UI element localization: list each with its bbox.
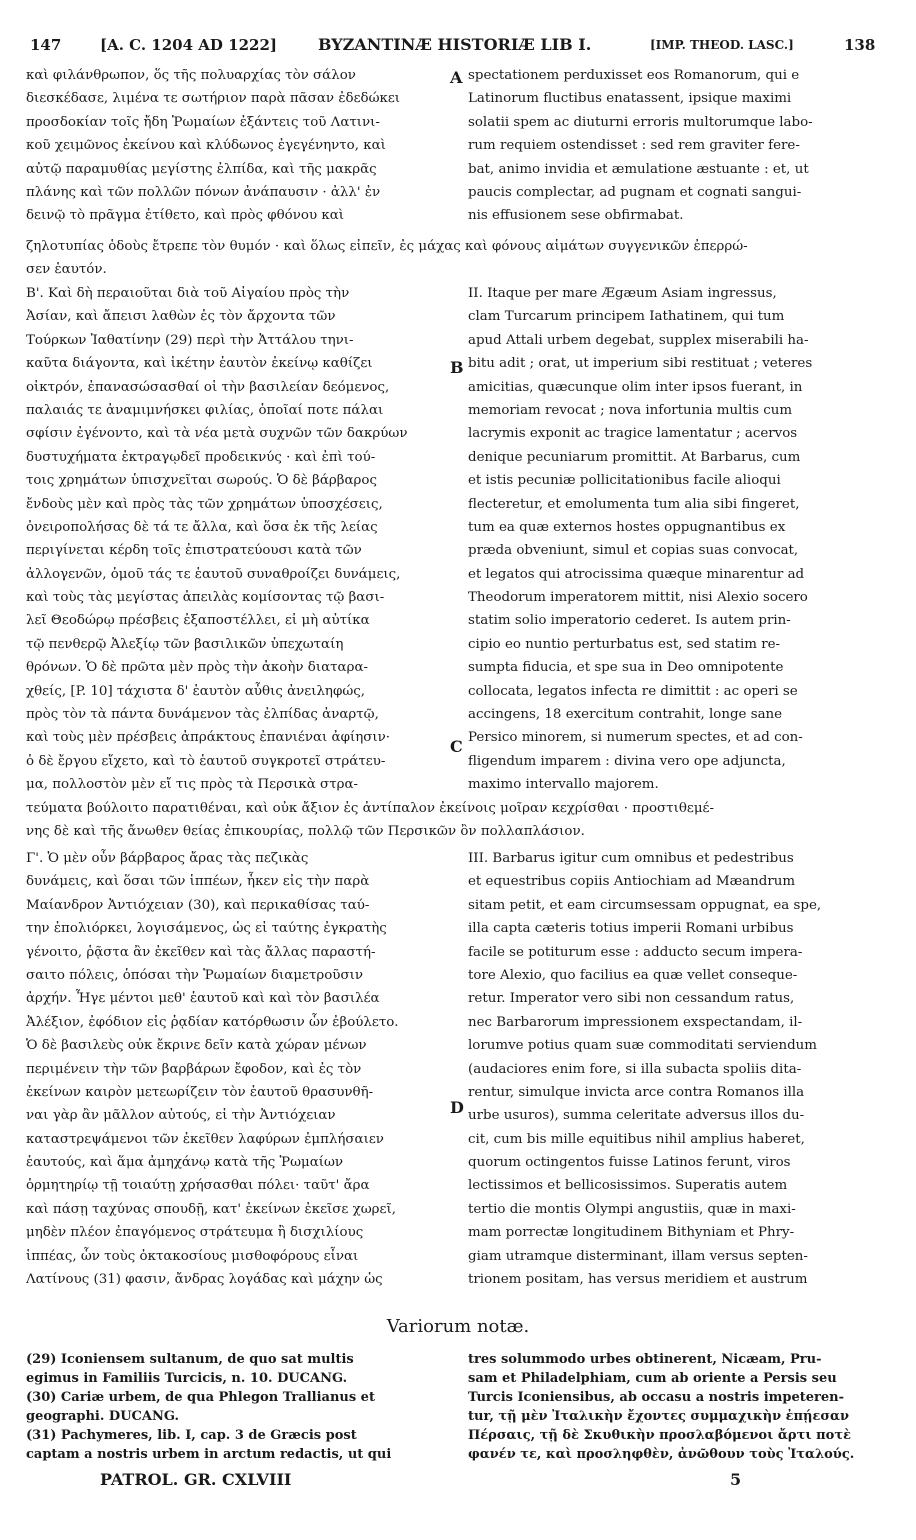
latin-line: facile se potiturum esse : adducto secum impera-: [468, 944, 803, 960]
greek-line: ἀλλογενῶν, ὁμοῦ τάς τε ἑαυτοῦ συναθροίζει δυνάμεις,: [26, 566, 401, 582]
latin-line: et legatos qui atrocissima quæque minarentur ad: [468, 566, 805, 582]
note-line: (31) Pachymeres, lib. I, cap. 3 de Græcis post: [26, 1428, 357, 1443]
latin-line: denique pecuniarum promittit. At Barbarus, cum: [468, 449, 801, 465]
greek-line: χθείς, [P. 10] τάχιστα δ' ἑαυτὸν αὖθις ἀνειληφώς,: [26, 683, 366, 699]
greek-line: καταστρεψάμενοι τῶν ἐκεῖθεν λαφύρων ἐμπλήσαιεν: [26, 1131, 384, 1147]
latin-line: rum requiem ostendisset : sed rem graviter fere-: [468, 138, 800, 154]
date-range: [A. C. 1204 AD 1222]: [100, 36, 277, 54]
latin-line: amicitias, quæcunque olim inter ipsos fuerant, in: [468, 379, 803, 395]
greek-line: ἐκείνων καιρὸν μετεωρίζειν τὸν ἑαυτοῦ θρασυνθῆ-: [26, 1084, 374, 1100]
greek-line: καὶ τοὺς μὲν πρέσβεις ἀπράκτους ἐπανιέναι ἀφίησιν·: [26, 730, 391, 746]
notes-right-column: [468, 1350, 886, 1464]
greek-line: πλάνης καὶ τῶν πολλῶν πόνων ἀνάπαυσιν · ἀλλ' ἐν: [26, 184, 381, 200]
latin-line: solatii spem ac diuturni erroris multorumque labo-: [468, 114, 813, 130]
note-line: (30) Cariæ urbem, de qua Phlegon Trallianus et: [26, 1390, 375, 1405]
greek-line: Β'. Καὶ δὴ περαιοῦται διὰ τοῦ Αἰγαίου πρὸς τὴν: [26, 286, 350, 301]
greek-line: καὶ πάσῃ ταχύνας σπουδῇ, κατ' ἐκείνων ἐκεῖσε χωρεῖ,: [26, 1201, 396, 1217]
latin-line: quorum octingentos fuisse Latinos ferunt, viros: [468, 1155, 791, 1171]
latin-line: giam utramque disterminant, illam versus septen-: [468, 1248, 808, 1264]
greek-line: κοῦ χειμῶνος ἐκείνου καὶ κλύδωνος ἐγεγένηντο, καὶ: [26, 138, 386, 154]
greek-line: προσδοκίαν τοῖς ἤδη Ῥωμαίων ἐξάντεις τοῦ Λατινι-: [26, 114, 380, 130]
greek-line: μηδὲν πλέον ἐπαγόμενος στράτευμα ἢ δισχιλίους: [26, 1225, 364, 1241]
greek-line: τῷ πενθερῷ Ἀλεξίῳ τῶν βασιλικῶν ὑπεχωταίη: [26, 636, 344, 652]
latin-line: et istis pecuniæ pollicitationibus facile alioqui: [468, 473, 781, 489]
latin-line: Persico minorem, si numerum spectes, et ad con-: [468, 730, 803, 746]
note-line: Turcis Iconiensibus, ab occasu a nostris impeteren-: [468, 1390, 845, 1405]
latin-line: (audaciores enim fore, si illa subacta spoliis dita-: [468, 1061, 802, 1077]
greek-line: ὁρμητηρίῳ τῇ τοιαύτῃ χρήσασθαι πόλει· ταῦτ' ἄρα: [26, 1178, 370, 1194]
full-width-line: ζηλοτυπίας ὁδοὺς ἔτρεπε τὸν θυμόν · καὶ ὅλως εἰπεῖν, ἐς μάχας καὶ φόνους αἱμάτων συγγενικῶν ἐπερρώ-: [26, 239, 748, 254]
greek-line: δεινῷ τὸ πρᾶγμα ἐτίθετο, καὶ πρὸς φθόνου καὶ: [26, 208, 345, 224]
latin-line: trionem positam, has versus meridiem et austrum: [468, 1272, 808, 1288]
footer-signature: 5: [730, 1470, 742, 1489]
greek-line: λεῖ Θεοδώρῳ πρέσβεις ἐξαποστέλλει, εἰ μὴ αὐτίκα: [26, 613, 370, 629]
greek-line: Λατίνους (31) φασιν, ἄνδρας λογάδας καὶ μάχην ὡς: [26, 1272, 383, 1288]
greek-line: ἑαυτούς, καὶ ἅμα ἀμηχάνῳ κατὰ τῆς Ῥωμαίων: [26, 1155, 344, 1171]
note-line: tres solummodo urbes obtinerent, Nicæam, Pru-: [468, 1352, 822, 1367]
greek-line: τοις χρημάτων ὑπισχνεῖται σωρούς. Ὁ δὲ βάρβαρος: [26, 473, 377, 489]
note-line: (29) Iconiensem sultanum, de quo sat multis: [26, 1352, 354, 1367]
greek-line: σαιτο πόλεις, ὁπόσαι τὴν Ῥωμαίων διαμετροῦσιν: [26, 967, 363, 983]
margin-mark-d: D: [450, 1098, 464, 1117]
greek-line: οἰκτρόν, ἐπανασώσασθαί οἱ τὴν βασιλείαν δεόμενος,: [26, 379, 390, 395]
section-label: [IMP. THEOD. LASC.]: [650, 38, 794, 52]
note-line: tur, τῇ μὲν Ἰταλικὴν ἔχοντες συμμαχικὴν ἐπῄεσαν: [468, 1409, 850, 1424]
note-line: sam et Philadelphiam, cum ab oriente a Persis seu: [468, 1371, 837, 1386]
page-number-left: 147: [30, 36, 62, 54]
latin-line: spectationem perduxisset eos Romanorum, qui e: [468, 68, 800, 83]
greek-line: ἔνδοὺς μὲν καὶ πρὸς τὰς τῶν χρημάτων ὑποσχέσεις,: [26, 496, 383, 512]
latin-line: III. Barbarus igitur cum omnibus et pedestribus: [468, 851, 794, 866]
greek-line: περιμένειν τὴν τῶν βαρβάρων ἔφοδον, καὶ ἐς τὸν: [26, 1061, 362, 1077]
greek-line: ὁ δὲ ἔργου εἴχετο, καὶ τὸ ἑαυτοῦ συγκροτεῖ στράτευ-: [26, 753, 386, 769]
latin-line: cipio eo nuntio perturbatus est, sed statim re-: [468, 636, 781, 652]
latin-line: fligendum imparem : divina vero ope adjuncta,: [468, 753, 786, 769]
latin-line: apud Attali urbem degebat, supplex miserabili ha-: [468, 332, 809, 348]
greek-column-block3: [26, 847, 446, 1291]
full-width-line: τεύματα βούλοιτο παρατιθέναι, καὶ οὐκ ἄξιον ἐς ἀντίπαλον ἐκείνοις μοῖραν κεχρίσθαι · προστιθεμέ-: [26, 801, 714, 816]
greek-line: δυστυχήματα ἐκτραγῳδεῖ προδεικνύς · καὶ ἐπὶ τού-: [26, 449, 376, 465]
note-line: geographi. DUCANG.: [26, 1409, 180, 1424]
latin-column-block2: [468, 282, 886, 797]
greek-line: περιγίνεται κέρδη τοῖς ἐπιστρατεύουσι κατὰ τῶν: [26, 543, 362, 559]
latin-line: sitam petit, et eam circumsessam oppugnat, ea spe,: [468, 897, 822, 913]
running-title: BYZANTINÆ HISTORIÆ LIB I.: [318, 35, 592, 54]
footer-series: PATROL. GR. CXLVIII: [100, 1470, 292, 1489]
latin-line: bat, animo invidia et æmulatione æstuante : et, ut: [468, 161, 809, 177]
latin-line: collocata, legatos infecta re dimittit : ac operi se: [468, 683, 798, 699]
greek-line: Ὁ δὲ βασιλεὺς οὐκ ἔκρινε δεῖν κατὰ χώραν μένων: [26, 1038, 367, 1054]
greek-line: ναι γὰρ ἂν μᾶλλον αὐτούς, εἰ τὴν Ἀντιόχειαν: [26, 1108, 336, 1124]
latin-line: Latinorum fluctibus enatassent, ipsique maximi: [468, 91, 792, 107]
greek-line: καὶ φιλάνθρωπον, ὅς τῆς πολυαρχίας τὸν σάλον: [26, 68, 356, 83]
notes-title: Variorum notæ.: [386, 1316, 530, 1337]
latin-line: tore Alexio, quo facilius ea quæ vellet conseque-: [468, 967, 798, 983]
latin-column-block3: [468, 847, 886, 1291]
note-line: captam a nostris urbem in arctum redactis, ut qui: [26, 1447, 392, 1462]
latin-line: paucis complectar, ad pugnam et cognati sangui-: [468, 184, 802, 200]
latin-line: clam Turcarum principem Iathatinem, qui tum: [468, 309, 785, 325]
greek-line: σφίσιν ἐγένοντο, καὶ τὰ νέα μετὰ συχνῶν τῶν δακρύων: [26, 426, 408, 442]
full-width-line: σεν ἑαυτόν.: [26, 262, 107, 277]
note-line: φανέν τε, καὶ προσληφθὲν, ἀνῶθουν τοὺς Ἰταλούς.: [468, 1447, 855, 1462]
greek-line: Τούρκων Ἰαθατίνην (29) περὶ τὴν Ἀττάλου τηνι-: [26, 332, 354, 348]
page-number-right: 138: [844, 36, 876, 54]
note-line: egimus in Familiis Turcicis, n. 10. DUCANG.: [26, 1371, 348, 1386]
latin-line: statim solio imperatorio cederet. Is autem prin-: [468, 613, 791, 629]
notes-left-column: [26, 1350, 444, 1464]
latin-line: tum ea quæ externos hostes oppugnantibus ex: [468, 519, 786, 535]
greek-line: πρὸς τὸν τὰ πάντα δυνάμενον τὰς ἐλπίδας ἀναρτῷ,: [26, 707, 379, 723]
latin-line: cit, cum bis mille equitibus nihil amplius haberet,: [468, 1131, 805, 1147]
latin-line: nis effusionem sese obfirmabat.: [468, 208, 684, 224]
latin-line: urbe usuros), summa celeritate adversus illos du-: [468, 1108, 805, 1124]
latin-line: illa capta cæteris totius imperii Romani urbibus: [468, 921, 794, 937]
latin-line: II. Itaque per mare Ægæum Asiam ingressus,: [468, 286, 777, 301]
latin-line: mam porrectæ longitudinem Bithyniam et Phry-: [468, 1225, 795, 1241]
latin-line: flecteretur, et emolumenta tum alia sibi fingeret,: [468, 496, 800, 512]
greek-line: Ἀλέξιον, ἐφόδιον εἰς ῥᾳδίαν κατόρθωσιν ὧν ἐβούλετο.: [26, 1014, 399, 1030]
greek-line: παλαιάς τε ἀναμιμνήσκει φιλίας, ὁποῖαί ποτε πάλαι: [26, 402, 384, 418]
latin-line: Theodorum imperatorem mittit, nisi Alexio socero: [468, 590, 808, 606]
greek-line: καῦτα διάγοντα, καὶ ἱκέτην ἑαυτὸν ἐκείνῳ καθίζει: [26, 356, 373, 372]
greek-line: καὶ τοὺς τὰς μεγίστας ἀπειλὰς κομίσοντας τῷ βασι-: [26, 590, 385, 606]
latin-line: memoriam revocat ; nova infortunia multis cum: [468, 402, 793, 418]
latin-line: sumpta fiducia, et spe sua in Deo omnipotente: [468, 660, 784, 676]
latin-column-block1: [468, 64, 886, 228]
margin-mark-a: A: [450, 68, 463, 87]
margin-mark-b: B: [450, 358, 464, 377]
greek-line: ὀνειροπολήσας δὲ τά τε ἄλλα, καὶ ὅσα ἐκ τῆς λείας: [26, 519, 378, 535]
greek-line: δυνάμεις, καὶ ὅσαι τῶν ἱππέων, ἧκεν εἰς τὴν παρὰ: [26, 874, 370, 890]
greek-line: την ἐπολιόρκει, λογισάμενος, ὡς εἰ ταύτης ἐγκρατὴς: [26, 921, 387, 937]
greek-line: μα, πολλοστὸν μὲν εἴ τις πρὸς τὰ Περσικὰ στρα-: [26, 777, 359, 793]
latin-line: accingens, 18 exercitum contrahit, longe sane: [468, 707, 783, 723]
greek-line: θρόνων. Ὁ δὲ πρῶτα μὲν πρὸς τὴν ἀκοὴν διαταρα-: [26, 660, 369, 676]
latin-line: bitu adit ; orat, ut imperium sibi restituat ; veteres: [468, 356, 813, 372]
latin-line: nec Barbarorum impressionem exspectandam, il-: [468, 1014, 803, 1030]
greek-line: ἱππέας, ὧν τοὺς ὀκτακοσίους μισθοφόρους εἶναι: [26, 1248, 359, 1264]
latin-line: rentur, simulque invicta arce contra Romanos illa: [468, 1084, 805, 1100]
greek-line: Μαίανδρον Ἀντιόχειαν (30), καὶ περικαθίσας ταύ-: [26, 897, 370, 913]
latin-line: præda obveniunt, simul et copias suas convocat,: [468, 543, 799, 559]
latin-line: retur. Imperator vero sibi non cessandum ratus,: [468, 991, 795, 1007]
greek-line: γένοιτο, ῥᾷστα ἂν ἐκεῖθεν καὶ τὰς ἄλλας παραστή-: [26, 944, 376, 960]
note-line: Πέρσαις, τῇ δὲ Σκυθικὴν προσλαβόμενοι ἄρτι ποτὲ: [468, 1428, 851, 1443]
greek-column-block2: [26, 282, 446, 797]
margin-mark-c: C: [450, 737, 463, 756]
greek-line: αὐτῷ παραμυθίας μεγίστης ἐλπίδα, καὶ τῆς μακρᾶς: [26, 161, 377, 177]
greek-column-block1: [26, 64, 446, 228]
latin-line: tertio die montis Olympi angustiis, quæ in maxi-: [468, 1201, 796, 1217]
greek-line: Γ'. Ὁ μὲν οὖν βάρβαρος ἄρας τὰς πεζικὰς: [26, 851, 309, 866]
latin-line: lacrymis exponit ac tragice lamentatur ; acervos: [468, 426, 798, 442]
full-width-line: νης δὲ καὶ τῆς ἄνωθεν θείας ἐπικουρίας, πολλῷ τῶν Περσικῶν ὂν πολλαπλάσιον.: [26, 824, 585, 839]
latin-line: et equestribus copiis Antiochiam ad Mæandrum: [468, 874, 796, 890]
latin-line: lorumve potius quam suæ commoditati serviendum: [468, 1038, 817, 1054]
latin-line: lectissimos et bellicosissimos. Superatis autem: [468, 1178, 788, 1194]
latin-line: maximo intervallo majorem.: [468, 777, 659, 793]
greek-line: Ἀσίαν, καὶ ἄπεισι λαθὼν ἐς τὸν ἄρχοντα τῶν: [26, 309, 336, 325]
greek-line: διεσκέδασε, λιμένα τε σωτήριον παρὰ πᾶσαν ἐδεδώκει: [26, 91, 401, 107]
greek-line: ἀρχήν. Ἦγε μέντοι μεθ' ἑαυτοῦ καὶ καὶ τὸν βασιλέα: [26, 991, 380, 1007]
